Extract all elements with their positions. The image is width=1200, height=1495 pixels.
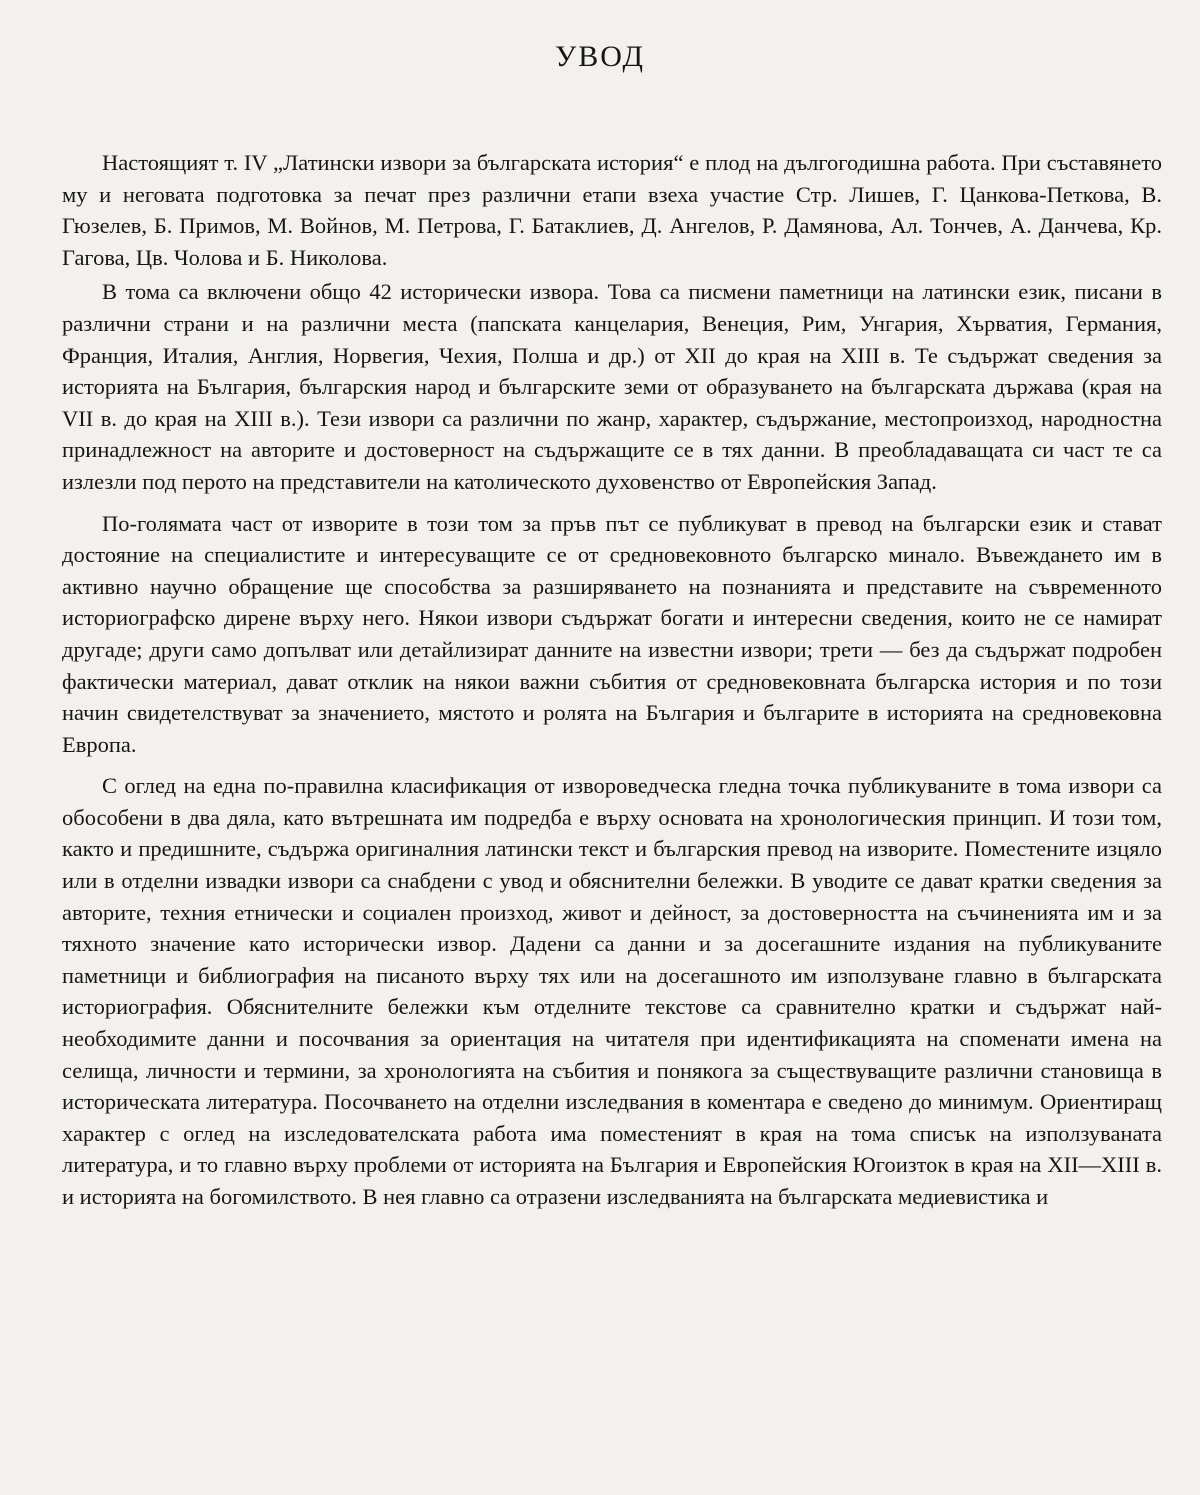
paragraph-1: Настоящият т. IV „Латински извори за българската история“ е плод на дългогодишна работа. При съставянето му и неговата подготовка за печат през различни етапи взеха участие Стр. Лишев, Г. Цанкова-Петкова, В. Гюзелев, Б. Примов, М. Войнов, М. Петрова, Г. Батаклиев, Д. Ангелов, Р. Дамянова, Ал. Тончев, А. Данчева, Кр. Гагова, Цв. Чолова и Б. Николова. xyxy=(62,150,1162,270)
body-text xyxy=(62,147,1162,1213)
page-title: УВОД xyxy=(555,40,645,73)
paragraph-2: В тома са включени общо 42 исторически извора. Това са писмени паметници на латински език, писани в различни страни и на различни места (папската канцелария, Венеция, Рим, Унгария, Хърватия, Германия, Франция, Италия, Англия, Норвегия, Чехия, Полша и др.) от XII до края на XIII в. Те съдържат сведения за историята на България, българския народ и българските земи от образуването на българската държава (края на VII в. до края на XIII в.). Тези извори са различни по жанр, характер, съдържание, местопроизход, народностна принадлежност на авторите и достоверност на съдържащите се в тях данни. В преобладаващата си част те са излезли под перото на представители на католическото духовенство от Европейския Запад. xyxy=(62,279,1162,494)
paragraph-3: По-голямата част от изворите в този том за пръв път се публикуват в превод на български език и стават достояние на специалистите и интересуващите се от средновековното българско минало. Въвеждането им в активно научно обращение ще способства за разширяването на познанията и представите на съвременното историографско дирене върху него. Някои извори съдържат богати и интересни сведения, които не се намират другаде; други само допълват или детайлизират данните на известни извори; трети — без да съдържат подробен фактически материал, дават отклик на някои важни събития от средновековната българска история и по този начин свидетелствуват за значението, мястото и ролята на България и българите в историята на средновековна Европа. xyxy=(62,510,1162,757)
paragraph-4: С оглед на една по-правилна класификация от извороведческа гледна точка публикуваните в тома извори са обособени в два дяла, като вътрешната им подредба е върху основата на хронологическия принцип. И този том, както и предишните, съдържа оригиналния латински текст и българския превод на изворите. Поместените изцяло или в отделни извадки извори са снабдени с увод и обяснителни бележки. В уводите се дават кратки сведения за авторите, техния етнически и социален произход, живот и дейност, за достоверността на съчиненията им и за тяхното значение като исторически извор. Дадени са данни и за досегашните издания на публикуваните паметници и библиография на писаното върху тях или на досегашното им използуване главно в българската историография. Обяснителните бележки към отделните текстове са сравнително кратки и съдържат най-необходимите данни и посочвания за ориентация на читателя при идентификацията на споменати имена на селища, личности и термини, за хронологията на събития и понякога за съществуващите различни становища в историческата литература. Посочването на отделни изследвания в коментара е сведено до минимум. Ориентиращ характер с оглед на изследователската работа има поместеният в края на тома списък на използуваната литература, и то главно върху проблеми от историята на България и Европейския Югоизток в края на XII—XIII в. и историята на богомилството. В нея главно са отразени изследванията на българската медиевистика и xyxy=(62,773,1162,1209)
